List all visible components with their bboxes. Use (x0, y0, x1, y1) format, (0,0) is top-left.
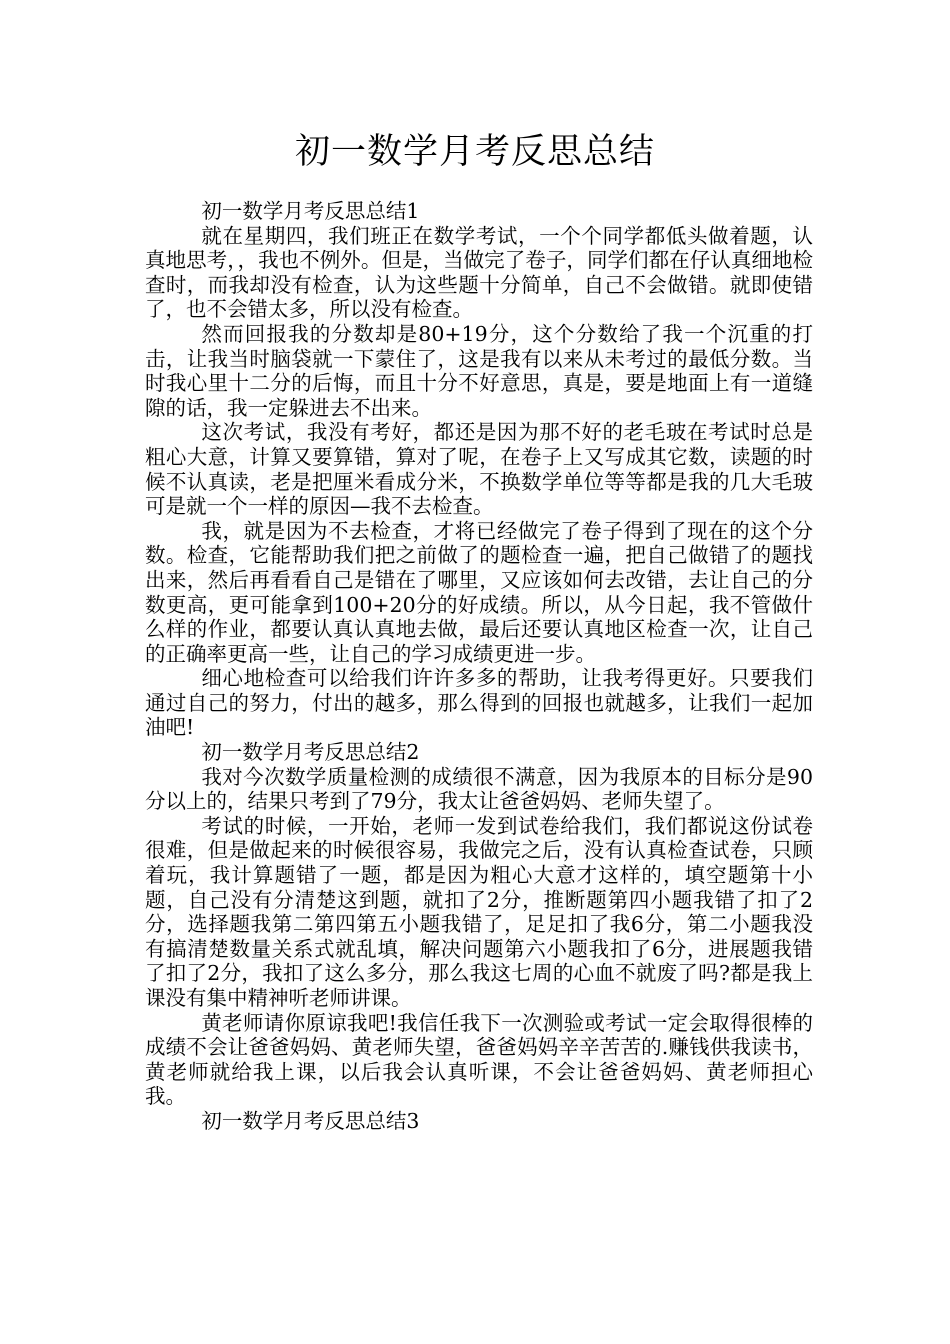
section-heading-3: 初一数学月考反思总结3 (201, 1108, 420, 1133)
document-body (145, 199, 813, 1134)
paragraph: 黄老师请你原谅我吧!我信任我下一次测验或考试一定会取得很棒的成绩不会让爸爸妈妈、黄老师失望，爸爸妈妈辛辛苦苦的.赚钱供我读书，黄老师就给我上课，以后我会认真听课，不会让爸爸妈妈、黄老师担心我。 (145, 1010, 813, 1109)
document-title: 初一数学月考反思总结 (294, 132, 655, 172)
section-heading-2: 初一数学月考反思总结2 (201, 740, 420, 765)
section-heading-1: 初一数学月考反思总结1 (201, 199, 420, 223)
paragraph: 我对今次数学质量检测的成绩很不满意，因为我原本的目标分是90分以上的，结果只考到了79分，我太让爸爸妈妈、老师失望了。 (145, 764, 813, 814)
paragraph: 这次考试，我没有考好，都还是因为那不好的老毛玻在考试时总是粗心大意，计算又要算错，算对了呢，在卷子上又写成其它数，读题的时候不认真读，老是把厘米看成分米，不换数学单位等等都是我的几大毛玻可是就一个一样的原因—我不去检查。 (145, 420, 813, 519)
paragraph: 考试的时候，一开始，老师一发到试卷给我们，我们都说这份试卷很难，但是做起来的时候很容易，我做完之后，没有认真检查试卷，只顾着玩，我计算题错了一题，都是因为粗心大意才这样的，填空题第十小题，自己没有分清楚这到题，就扣了2分，推断题第四小题我错了扣了2分，选择题我第二第四第五小题我错了，足足扣了我6分，第二小题我没有搞清楚数量关系式就乱填，解决问题第六小题我扣了6分，进展题我错了扣了2分，我扣了这么多分，那么我这七周的心血不就废了吗?都是我上课没有集中精神听老师讲课。 (145, 813, 813, 1010)
paragraph: 然而回报我的分数却是80+19分，这个分数给了我一个沉重的打击，让我当时脑袋就一下蒙住了，这是我有以来从未考过的最低分数。当时我心里十二分的后悔，而且十分不好意思，真是，要是地面上有一道缝隙的话，我一定躲进去不出来。 (145, 321, 813, 420)
paragraph: 就在星期四，我们班正在数学考试，一个个同学都低头做着题，认真地思考，，我也不例外。但是，当做完了卷子，同学们都在仔认真细地检查时，而我却没有检查，认为这些题十分简单，自己不会做错。就即使错了，也不会错太多，所以没有检查。 (145, 223, 813, 322)
paragraph: 我，就是因为不去检查，才将已经做完了卷子得到了现在的这个分数。检查，它能帮助我们把之前做了的题检查一遍，把自己做错了的题找出来，然后再看看自己是错在了哪里，又应该如何去改错，去让自己的分数更高，更可能拿到100+20分的好成绩。所以，从今日起，我不管做什么样的作业，都要认真认真地去做，最后还要认真地区检查一次，让自己的正确率更高一些，让自己的学习成绩更进一步。 (145, 518, 813, 666)
paragraph: 细心地检查可以给我们许许多多的帮助，让我考得更好。只要我们通过自己的努力，付出的越多，那么得到的回报也就越多，让我们一起加油吧! (145, 666, 813, 740)
